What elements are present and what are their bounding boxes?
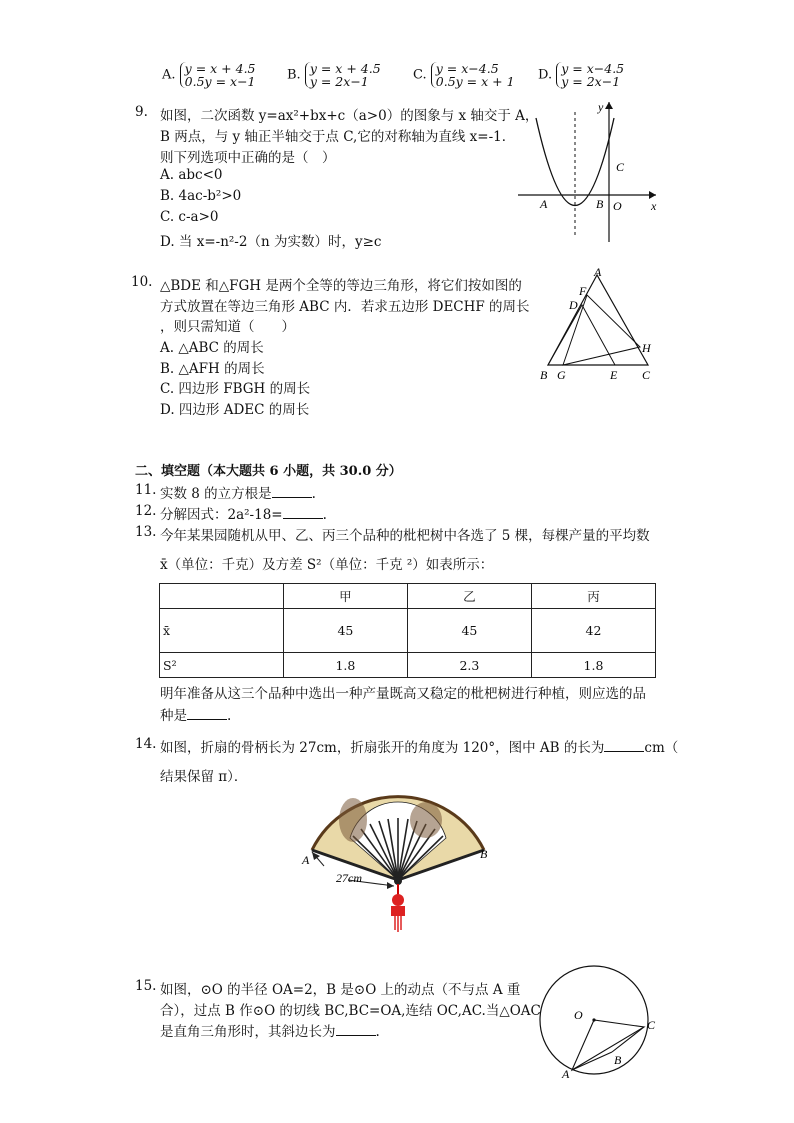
q12-text: 分解因式：2a²-18= .: [160, 507, 327, 523]
q12-number: 12.: [135, 503, 157, 519]
table-cell: 45: [283, 609, 407, 653]
q14-number: 14.: [135, 736, 157, 752]
q15-line-1: 如图，⊙O 的半径 OA=2，B 是⊙O 上的动点（不与点 A 重: [160, 982, 521, 998]
q10-option-b: B. △AFH 的周长: [160, 361, 265, 377]
q9-label-b: B: [596, 197, 604, 211]
q9-label-x: x: [651, 199, 657, 213]
q15-label-b: B: [614, 1053, 622, 1067]
q9-option-b: B. 4ac-b²>0: [160, 188, 242, 204]
table-row: [160, 609, 656, 653]
q15-label-o: O: [574, 1008, 583, 1022]
table-cell: 丙: [531, 584, 655, 609]
q9-number: 9.: [135, 104, 148, 120]
q14-answer-blank[interactable]: [604, 739, 644, 752]
q9-label-o: O: [613, 199, 622, 213]
section-2-title: 二、填空题（本大题共 6 小题，共 30.0 分）: [135, 464, 402, 479]
q10-label-e: E: [610, 368, 618, 382]
q8-option-a: A. y = x + 4.5 0.5y = x−1: [162, 61, 256, 89]
q15-line-3: 是直角三角形时，其斜边长为 .: [160, 1024, 380, 1040]
q14-line-2: 结果保留 π）．: [160, 769, 248, 785]
q15-circle-figure: [534, 962, 664, 1082]
q9-option-a: A. abc<0: [160, 167, 223, 183]
q11-text: 实数 8 的立方根是 .: [160, 486, 316, 502]
q10-label-g: G: [557, 368, 566, 382]
q9-parabola-figure: [512, 98, 662, 248]
q10-label-a: A: [594, 265, 602, 279]
q15-label-a: A: [562, 1067, 570, 1081]
q10-option-d: D. 四边形 ADEC 的周长: [160, 402, 310, 418]
q10-line-1: △BDE 和△FGH 是两个全等的等边三角形，将它们按如图的: [160, 278, 522, 294]
q15-line-2: 合），过点 B 作⊙O 的切线 BC,BC=OA,连结 OC,AC.当△OAC: [160, 1003, 541, 1019]
q15-answer-blank[interactable]: [336, 1023, 376, 1036]
q14-label-length: 27cm: [336, 871, 362, 885]
q15-number: 15.: [135, 978, 157, 994]
q10-label-c: C: [642, 368, 651, 382]
q9-label-c: C: [616, 160, 625, 174]
table-cell: x̄: [160, 609, 284, 653]
table-cell: 甲: [283, 584, 407, 609]
q13-line-2: x̄（单位：千克）及方差 S²（单位：千克 ²）如表所示：: [160, 557, 494, 573]
q9-label-y: y: [598, 100, 604, 114]
q9-option-d: D. 当 x=-n²-2（n 为实数）时，y≥c: [160, 234, 382, 250]
q10-option-c: C. 四边形 FBGH 的周长: [160, 381, 311, 397]
q10-label-b: B: [540, 368, 548, 382]
q10-line-2: 方式放置在等边三角形 ABC 内．若求五边形 DECHF 的周长: [160, 299, 530, 315]
q10-option-a: A. △ABC 的周长: [160, 340, 264, 356]
q10-number: 10.: [131, 274, 153, 290]
q9-option-c: C. c-a>0: [160, 209, 219, 225]
q8-option-c: C. y = x−4.5 0.5y = x + 1: [413, 61, 515, 89]
table-cell: 42: [531, 609, 655, 653]
table-cell: 1.8: [283, 653, 407, 678]
q9-line-3: 则下列选项中正确的是（ ）: [160, 150, 336, 166]
q9-label-a: A: [540, 197, 548, 211]
q9-line-2: B 两点，与 y 轴正半轴交于点 C,它的对称轴为直线 x=-1．: [160, 129, 516, 145]
table-cell: 1.8: [531, 653, 655, 678]
q13-number: 13.: [135, 524, 157, 540]
q10-label-d: D: [569, 298, 578, 312]
table-cell: 乙: [407, 584, 531, 609]
q10-label-h: H: [642, 341, 651, 355]
q9-line-1: 如图，二次函数 y=ax²+bx+c（a>0）的图象与 x 轴交于 A，: [160, 108, 539, 124]
q15-label-c: C: [647, 1018, 656, 1032]
table-cell: 2.3: [407, 653, 531, 678]
q13-line-1: 今年某果园随机从甲、乙、丙三个品种的枇杷树中各选了 5 棵，每棵产量的平均数: [160, 528, 650, 544]
q14-folding-fan-figure: [298, 780, 498, 940]
q11-number: 11.: [135, 482, 157, 498]
q11-answer-blank[interactable]: [272, 485, 312, 498]
table-header-row: [160, 584, 656, 609]
q8-option-d: D. y = x−4.5 y = 2x−1: [538, 61, 625, 89]
table-row: [160, 653, 656, 678]
table-cell: S²: [160, 653, 284, 678]
q13-after-line-2: 种是 .: [160, 708, 232, 724]
q10-triangles-figure: [530, 265, 665, 385]
q8-option-b: B. y = x + 4.5 y = 2x−1: [287, 61, 381, 89]
q13-after-line-1: 明年准备从这三个品种中选出一种产量既高又稳定的枇杷树进行种植，则应选的品: [160, 686, 646, 702]
q12-answer-blank[interactable]: [283, 506, 323, 519]
table-cell: 45: [407, 609, 531, 653]
q14-label-a: A: [302, 853, 310, 867]
q10-line-3: ，则只需知道（ ）: [160, 319, 295, 335]
q13-answer-blank[interactable]: [187, 707, 227, 720]
q10-label-f: F: [579, 284, 587, 298]
table-cell: [160, 584, 284, 609]
q14-label-b: B: [480, 847, 488, 861]
q13-data-table: [159, 583, 656, 678]
q14-line-1: 如图，折扇的骨柄长为 27cm，折扇张开的角度为 120°，图中 AB 的长为 cm（: [160, 740, 679, 756]
